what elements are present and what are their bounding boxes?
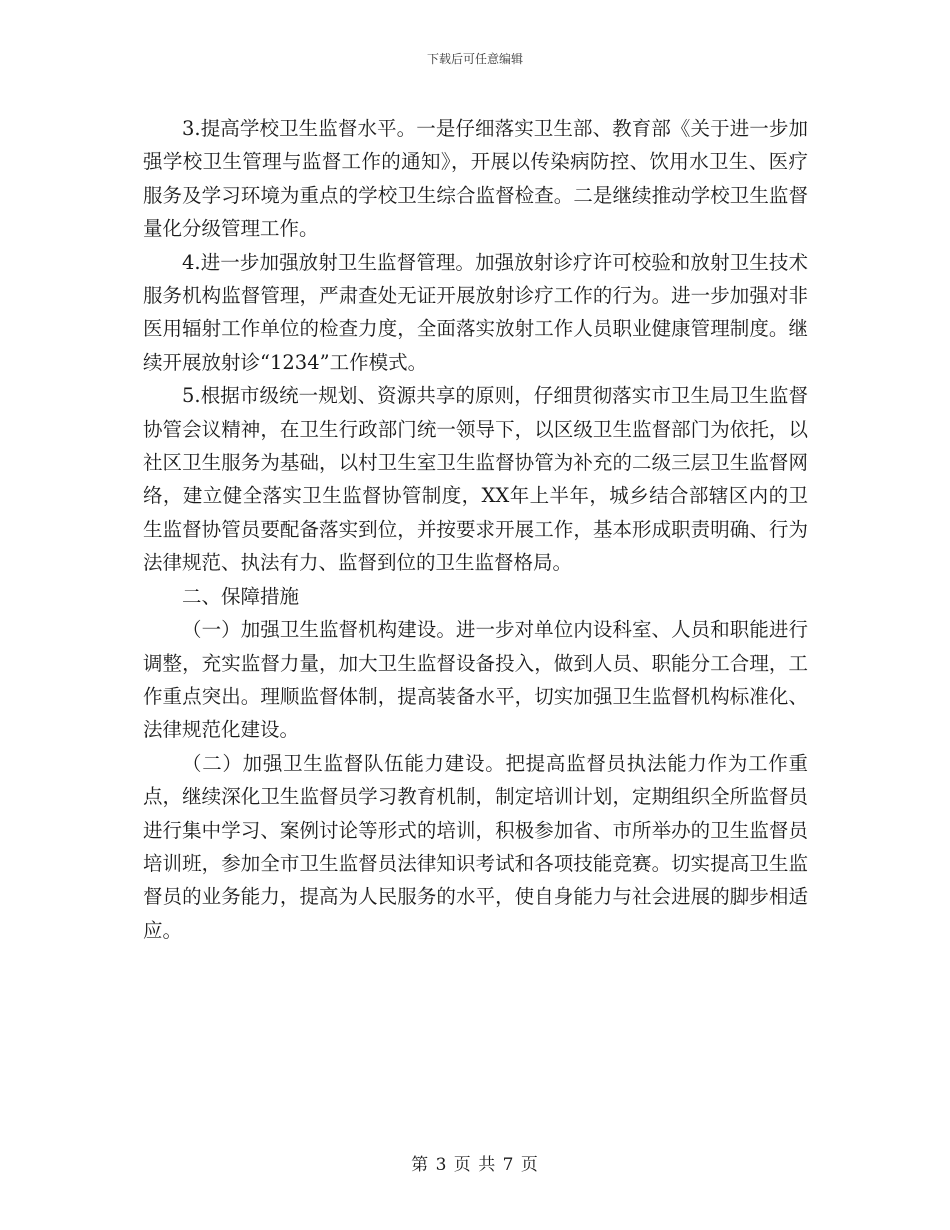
- page-number-footer: 第 3 页 共 7 页: [411, 1155, 539, 1175]
- paragraph-item-5: 5.根据市级统一规划、资源共享的原则，仔细贯彻落实市卫生局卫生监督协管会议精神，在卫生行政部门统一领导下，以区级卫生监督部门为依托，以社区卫生服务为基础，以村卫生室卫生监督协管为补充的二级三层卫生监督网络，建立健全落实卫生监督协管制度，XX年上半年，城乡结合部辖区内的卫生监督协管员要配备落实到位，并按要求开展工作，基本形成职责明确、行为法律规范、执法有力、监督到位的卫生监督格局。: [143, 384, 808, 575]
- paragraph-item-3: 3.提高学校卫生监督水平。一是仔细落实卫生部、教育部《关于进一步加强学校卫生管理与监督工作的通知》，开展以传染病防控、饮用水卫生、医疗服务及学习环境为重点的学校卫生综合监督检查。二是继续推动学校卫生监督量化分级管理工作。: [143, 117, 808, 241]
- section-heading-safeguards: 二、保障措施: [182, 584, 300, 608]
- page-header: 下载后可任意编辑: [426, 52, 523, 66]
- paragraph-item-4: 4.进一步加强放射卫生监督管理。加强放射诊疗许可校验和放射卫生技术服务机构监督管理，严肃查处无证开展放射诊疗工作的行为。进一步加强对非医用辐射工作单位的检查力度，全面落实放射工作人员职业健康管理制度。继续开展放射诊“1234”工作模式。: [143, 250, 808, 374]
- paragraph-safeguard-2: （二）加强卫生监督队伍能力建设。把提高监督员执法能力作为工作重点，继续深化卫生监督员学习教育机制，制定培训计划，定期组织全所监督员进行集中学习、案例讨论等形式的培训，积极参加省、市所举办的卫生监督员培训班，参加全市卫生监督员法律知识考试和各项技能竞赛。切实提高卫生监督员的业务能力，提高为人民服务的水平，使自身能力与社会进展的脚步相适应。: [143, 751, 808, 942]
- document-body: [143, 112, 808, 947]
- paragraph-safeguard-1: （一）加强卫生监督机构建设。进一步对单位内设科室、人员和职能进行调整，充实监督力量，加大卫生监督设备投入，做到人员、职能分工合理，工作重点突出。理顺监督体制，提高装备水平，切实加强卫生监督机构标准化、法律规范化建设。: [143, 618, 808, 742]
